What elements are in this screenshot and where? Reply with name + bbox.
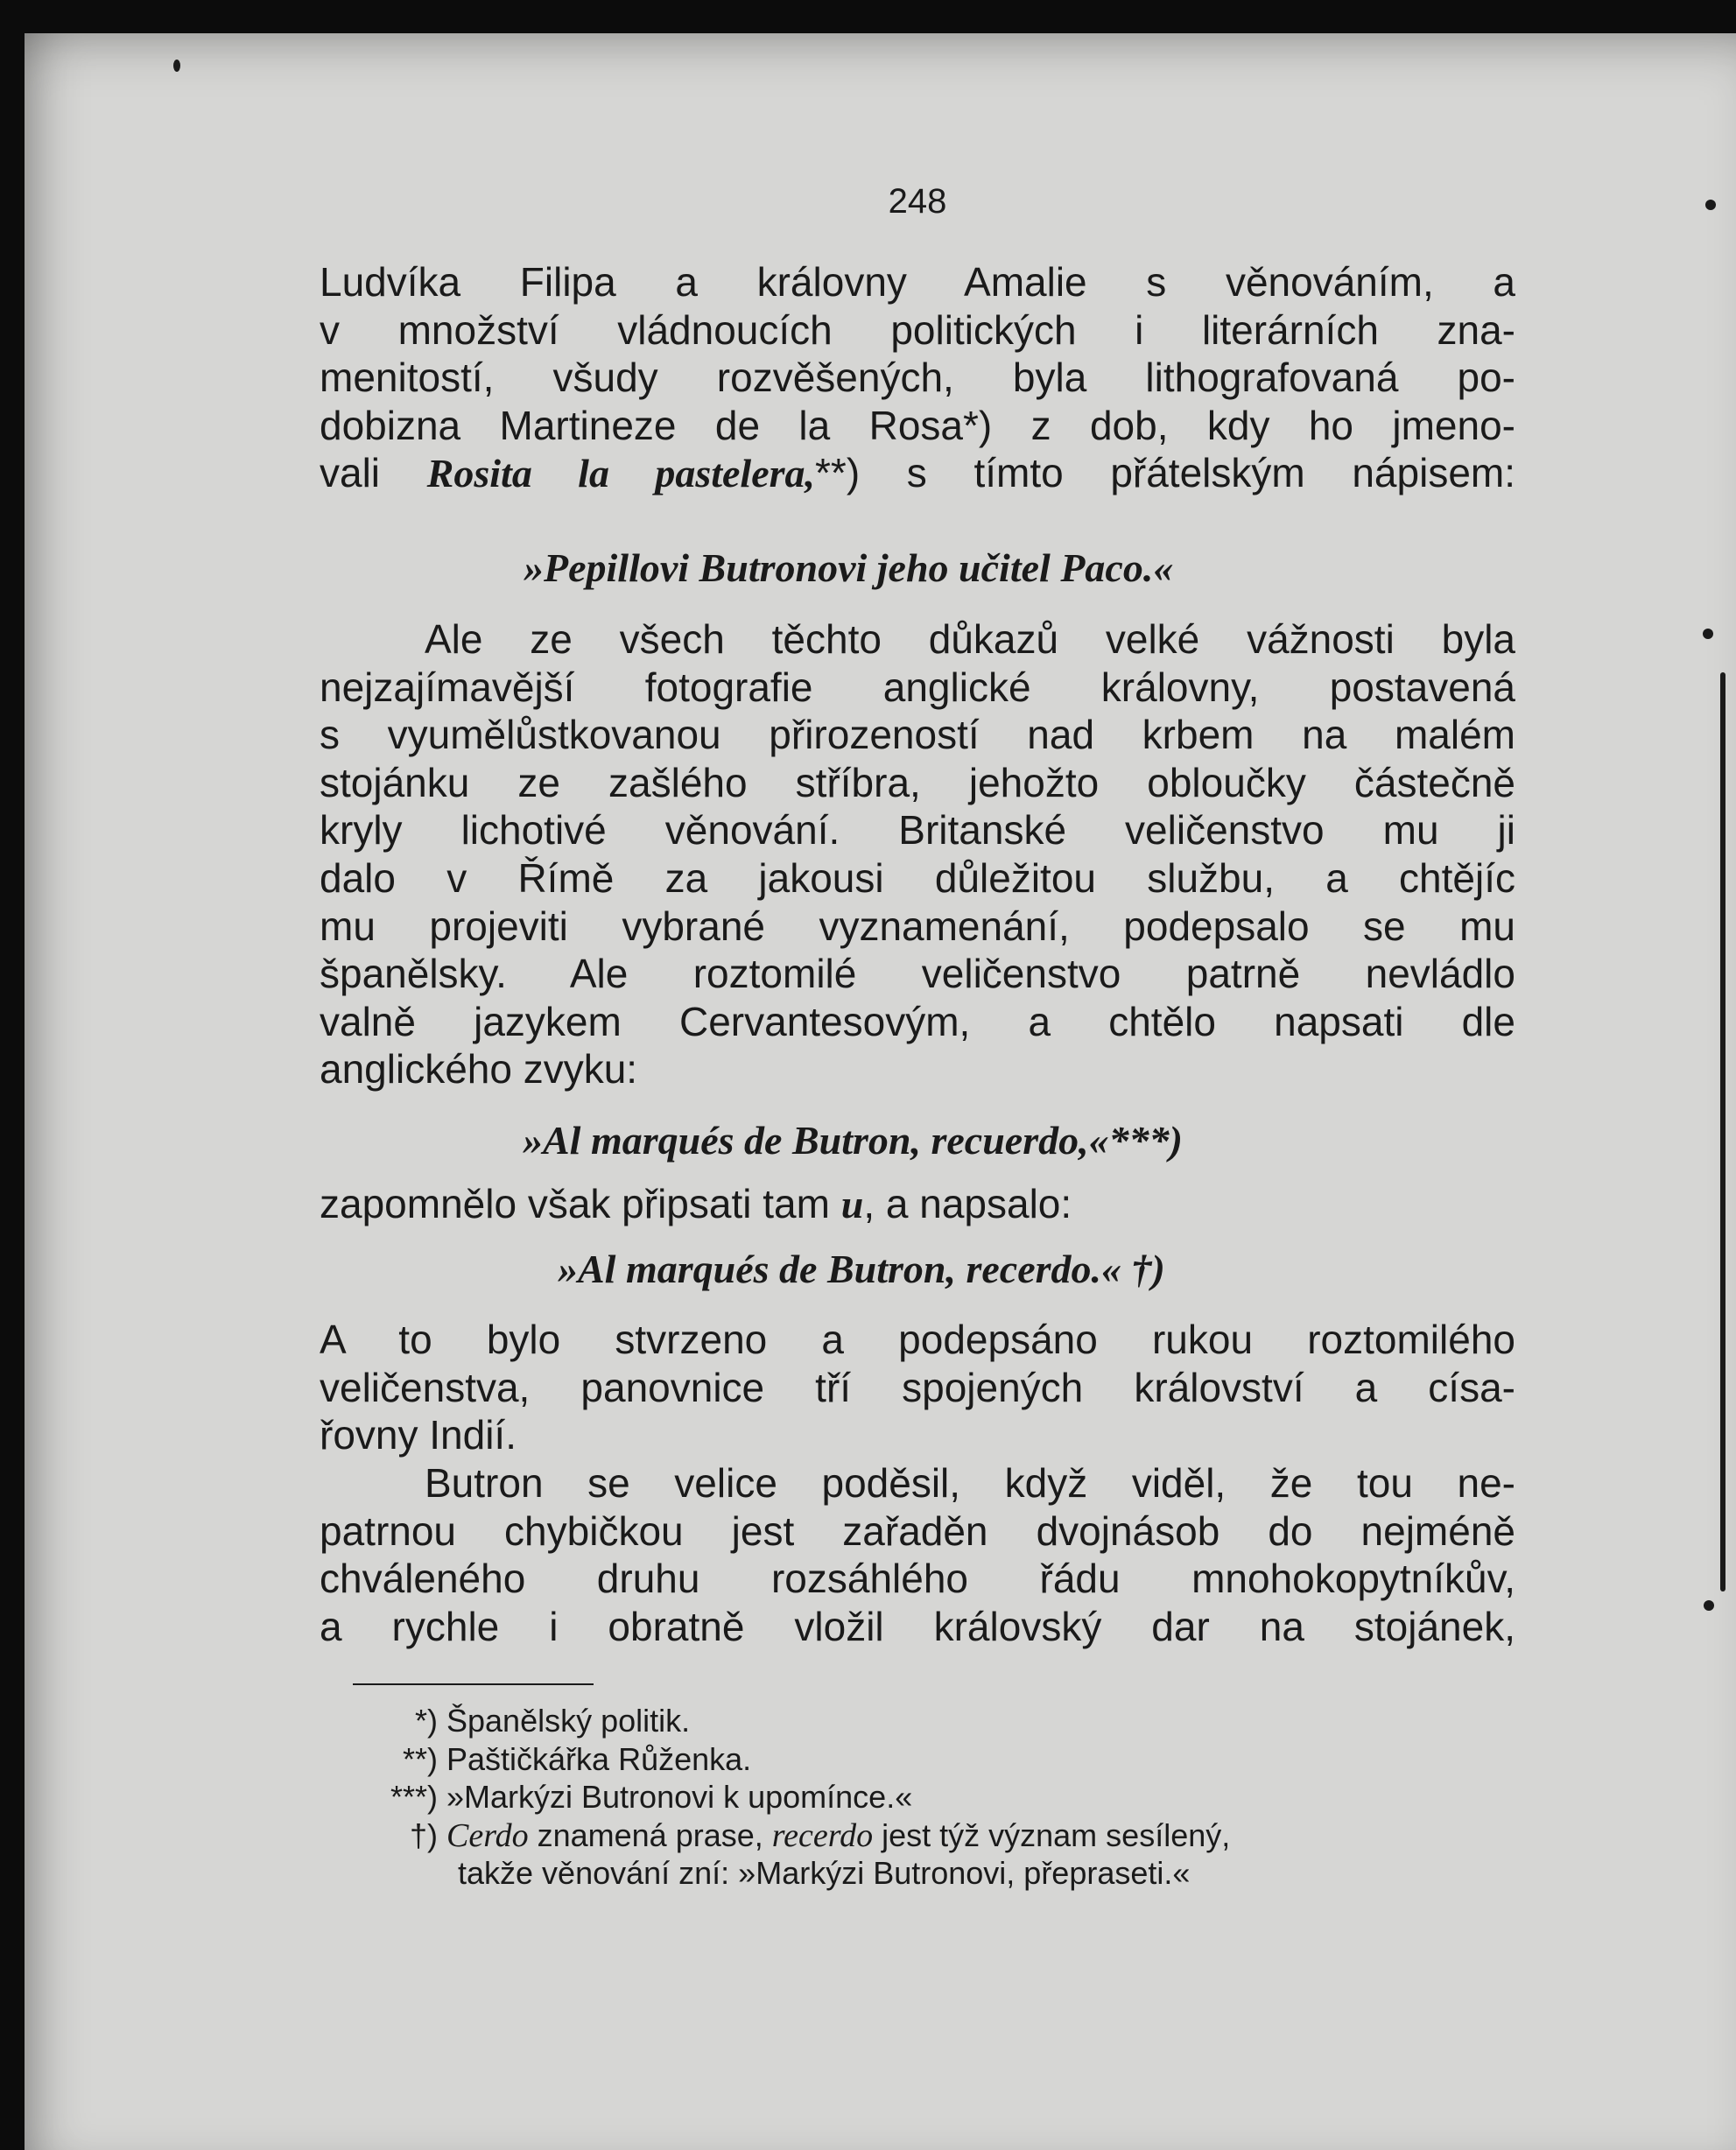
- footnote-continuation: takže věnování zní: »Markýzi Butronovi, přepraseti.«: [458, 1855, 1191, 1891]
- italic-name: Rosita la pastelera,: [426, 451, 816, 496]
- text-line: anglického zvyku:: [320, 1046, 638, 1093]
- text-line: stojánku ze zašlého stříbra, jehožto obloučky částečně: [320, 759, 1515, 805]
- footnote-mark: *): [415, 1703, 438, 1739]
- footnote-ref: †): [1131, 1247, 1165, 1291]
- text-line: v množství vládnoucích politických i literárních zna-: [320, 306, 1515, 353]
- paragraph-3: [320, 1316, 1515, 1459]
- text-line: menitostí, všudy rozvěšených, byla lithografovaná po-: [320, 355, 1515, 401]
- text-line: dalo v Římě za jakousi důležitou službu, a chtějíc: [320, 854, 1515, 901]
- footnotes: [320, 1702, 1515, 1893]
- text-line: a rychle i obratně vložil královský dar na stojánek,: [320, 1603, 1515, 1649]
- footnote-mark: †): [409, 1816, 438, 1853]
- text-line: chváleného druhu rozsáhlého řádu mnohokopytníkův,: [320, 1556, 1515, 1602]
- scan-speck: [1704, 1600, 1714, 1611]
- text-line: [320, 449, 1515, 497]
- text-line: veličenstva, panovnice tří spojených království a císa-: [320, 1364, 1515, 1410]
- forgot-line: [320, 1180, 1515, 1228]
- text-line: valně jazykem Cervantesovým, a chtělo napsati dle: [320, 998, 1515, 1044]
- page-number: 248: [888, 182, 947, 221]
- scan-speck: [1703, 629, 1713, 639]
- footnote: [320, 1816, 1515, 1855]
- italic-letter: u: [840, 1182, 864, 1226]
- footnote: [320, 1778, 1515, 1816]
- text-line: Ludvíka Filipa a královny Amalie s věnováním, a: [320, 259, 1515, 305]
- dedication-1: »Pepillovi Butronovi jeho učitel Paco.«: [524, 545, 1174, 590]
- text-line: A to bylo stvrzeno a podepsáno rukou roztomilého: [320, 1317, 1515, 1362]
- footnote-text: Paštičkářka Růženka.: [446, 1740, 752, 1777]
- text-fragment: s tímto přátelským nápisem:: [860, 450, 1516, 496]
- text-line: mu projeviti vybrané vyznamenání, podepsalo se mu: [320, 903, 1515, 949]
- footnote-text: »Markýzi Butronovi k upomínce.«: [446, 1779, 913, 1815]
- book-page: [25, 33, 1736, 2150]
- dedication-3: [558, 1246, 1165, 1294]
- text-fragment: vali: [320, 450, 427, 496]
- dedication-2: [523, 1117, 1183, 1165]
- text-line: kryly lichotivé věnování. Britanské veličenstvo mu ji: [320, 807, 1515, 854]
- dedication-text: »Al marqués de Butron, recerdo.«: [558, 1247, 1122, 1291]
- text-line: španělsky. Ale roztomilé veličenstvo patrně nevládlo: [320, 951, 1515, 997]
- footnote-italic: recerdo: [771, 1816, 874, 1854]
- footnote-text: Španělský politik.: [446, 1703, 691, 1739]
- footnote-text: znamená prase,: [528, 1816, 772, 1853]
- text-line: Ale ze všech těchto důkazů velké vážnosti byla: [425, 616, 1515, 662]
- footnote-ref: **): [815, 450, 861, 496]
- footnote-mark: **): [402, 1740, 438, 1777]
- scan-edge-line: [1720, 672, 1725, 1591]
- footnote-italic: Cerdo: [446, 1816, 529, 1854]
- footnote-text: jest týž význam sesílený,: [873, 1816, 1231, 1853]
- footnote: [320, 1740, 1515, 1779]
- paragraph-4: [320, 1459, 1515, 1650]
- text-line: s vyumělůstkovanou přirozeností nad krbem na malém: [320, 712, 1515, 758]
- footnote: [320, 1702, 1515, 1740]
- text-line: [320, 1180, 1515, 1228]
- text-line: řovny Indií.: [320, 1412, 517, 1458]
- text-line: nejzajímavější fotografie anglické královny, postavená: [320, 664, 1515, 710]
- footnote-ref: ***): [1108, 1118, 1183, 1163]
- text-fragment: zapomnělo však připsati tam: [320, 1181, 841, 1226]
- scan-speck: [173, 60, 180, 72]
- paragraph-1: [320, 258, 1515, 497]
- paragraph-2: [320, 615, 1515, 1093]
- footnote-mark: ***): [390, 1779, 438, 1815]
- dedication-text: »Al marqués de Butron, recuerdo,«: [523, 1118, 1109, 1163]
- text-fragment: , a napsalo:: [863, 1181, 1072, 1226]
- text-line: dobizna Martineze de la Rosa*) z dob, kdy ho jmeno-: [320, 402, 1515, 448]
- scan-speck: [1705, 200, 1716, 210]
- text-line: patrnou chybičkou jest zařaděn dvojnásob do nejméně: [320, 1507, 1515, 1554]
- text-line: Butron se velice poděsil, když viděl, že tou ne-: [425, 1460, 1515, 1506]
- footnote-separator: [353, 1683, 594, 1685]
